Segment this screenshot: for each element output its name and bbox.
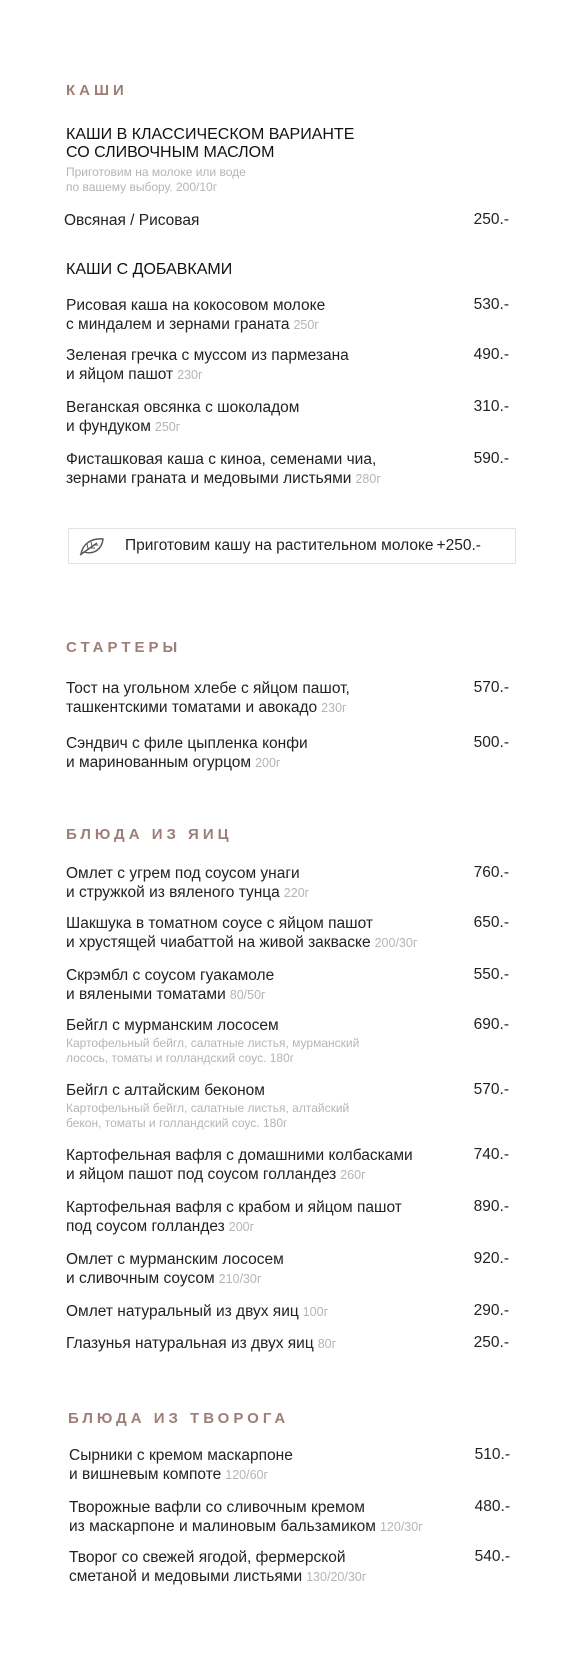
menu-item-price: 480.- [474,1498,510,1515]
menu-item-price: 550.- [473,966,509,983]
menu-item [66,1198,516,1237]
item-line [66,883,516,903]
item-line-text: под соусом голландез [66,1218,225,1235]
item-line-text: и фундуком [66,418,151,435]
menu-item [66,1146,516,1185]
item-line-text: Омлет натуральный из двух яиц [66,1303,299,1320]
menu-item [66,346,516,385]
item-line: Сырники с кремом маскарпоне [69,1447,293,1464]
addons-porridge-heading: КАШИ С ДОБАВКАМИ [66,261,233,278]
note-line: Приготовим на молоке или воде [66,165,246,179]
item-line: Фисташковая каша с киноа, семенами чиа, [66,451,377,468]
item-line [69,1465,519,1485]
menu-item-price: 510.- [474,1446,510,1463]
menu-item [66,1016,516,1065]
item-weight: 280г [355,472,381,486]
leaf-icon [78,535,106,557]
menu-item [66,1250,516,1289]
item-line: Зеленая гречка с муссом из пармезана [66,347,349,364]
menu-item-price: 570.- [473,1081,509,1098]
item-weight: 250г [154,420,181,434]
plant-milk-text: Приготовим кашу на растительном молоке [125,537,434,554]
section-title-starters: СТАРТЕРЫ [66,639,182,656]
item-line: Картофельная вафля с крабом и яйцом пашот [66,1199,402,1216]
item-weight: 230г [177,368,203,382]
item-line: Скрэмбл с соусом гуакамоле [66,967,275,984]
menu-item-price: 650.- [473,914,509,931]
menu-item [69,1548,519,1587]
item-line: Творожные вафли со сливочным кремом [69,1499,365,1516]
item-weight: 130/20/30г [306,1570,367,1584]
menu-item-price: 740.- [473,1146,509,1163]
menu-item-price: 540.- [474,1548,510,1565]
menu-item [66,296,516,335]
item-weight: 250г [293,318,319,332]
item-line [66,1334,516,1354]
item-line [66,1302,516,1322]
item-weight: 80г [317,1337,337,1351]
section-title-curd: БЛЮДА ИЗ ТВОРОГА [68,1410,290,1427]
item-line [66,469,516,489]
item-line: Сэндвич с филе цыпленка конфи [66,735,308,752]
heading-line: КАШИ В КЛАССИЧЕСКОМ ВАРИАНТЕ [66,126,355,143]
item-line [66,933,516,953]
item-weight: 220г [283,886,310,900]
menu-item-price: 690.- [473,1016,509,1033]
item-line [69,1517,519,1537]
menu-item-price: 760.- [473,864,509,881]
item-line [66,417,516,437]
menu-item [66,734,516,773]
item-weight: 200г [228,1220,255,1234]
item-line-text: и вишневым компоте [69,1466,222,1483]
item-line-text: и хрустящей чиабаттой на живой закваске [66,934,371,951]
item-description: лосось, томаты и голландский соус. 180г [66,1050,295,1065]
item-description: бекон, томаты и голландский соус. 180г [66,1115,288,1130]
menu-item-price: 250.- [473,1334,509,1351]
item-line-text: с миндалем и зернами граната [66,316,290,333]
heading-line: СО СЛИВОЧНЫМ МАСЛОМ [66,144,275,161]
menu-item-price: 310.- [473,398,509,415]
menu-item-price: 570.- [473,679,509,696]
menu-item [69,1498,519,1537]
item-line: Картофельная вафля с домашними колбасками [66,1147,413,1164]
item-weight: 200г [255,756,281,770]
item-line-text: ташкентскими томатами и авокадо [66,699,318,716]
section-title-eggs: БЛЮДА ИЗ ЯИЦ [66,826,233,843]
item-line-text: и сливочным соусом [66,1270,215,1287]
menu-item-price: 530.- [473,296,509,313]
item-weight: 200/30г [374,936,418,950]
item-line-text: Глазунья натуральная из двух яиц [66,1335,314,1352]
menu-item [66,1081,516,1130]
item-line [66,315,516,335]
item-line: Омлет с мурманским лососем [66,1251,284,1268]
item-line [66,365,516,385]
menu-item [66,1334,516,1354]
menu-item [66,966,516,1005]
item-line [66,753,516,773]
menu-item [66,864,516,903]
menu-item [69,1446,519,1485]
item-line [66,985,516,1005]
item-line-text: сметаной и медовыми листьями [69,1568,303,1585]
item-line: Омлет с угрем под соусом унаги [66,865,300,882]
item-weight: 120/60г [225,1468,269,1482]
item-line-text: и стружкой из вяленого тунца [66,884,280,901]
item-weight: 230г [321,701,347,715]
item-line: Тост на угольном хлебе с яйцом пашот, [66,680,350,697]
item-line: Веганская овсянка с шоколадом [66,399,300,416]
menu-item [66,679,516,718]
item-weight: 260г [340,1168,366,1182]
item-weight: 80/50г [229,988,266,1002]
menu-item [66,450,516,489]
item-weight: 120/30г [379,1520,423,1534]
menu-item-price: 490.- [473,346,509,363]
plant-milk-price: +250.- [436,537,481,554]
menu-item [66,398,516,437]
menu-item [66,914,516,953]
item-line: Рисовая каша на кокосовом молоке [66,297,326,314]
item-line-text: и вялеными томатами [66,986,226,1003]
item-line [66,1165,516,1185]
menu-item-classic-porridge: Овсяная / Рисовая [64,212,200,229]
item-line: Бейгл с алтайским беконом [66,1082,265,1099]
item-line [66,1269,516,1289]
menu-item-price: 500.- [473,734,509,751]
item-line-text: из маскарпоне и малиновым бальзамиком [69,1518,376,1535]
menu-item-price: 590.- [473,450,509,467]
item-weight: 210/30г [218,1272,262,1286]
classic-porridge-note [66,165,246,195]
plant-milk-note [68,528,516,564]
item-line [69,1567,519,1587]
item-line [66,1217,516,1237]
item-description: Картофельный бейгл, салатные листья, мурманский [66,1036,360,1050]
section-title-porridge: КАШИ [66,82,128,99]
item-description: Картофельный бейгл, салатные листья, алтайский [66,1101,350,1115]
item-line [66,698,516,718]
menu-item-price: 250.- [473,211,509,228]
item-line: Бейгл с мурманским лососем [66,1017,279,1034]
menu-item-price: 890.- [473,1198,509,1215]
item-weight: 100г [302,1305,329,1319]
item-line-text: зернами граната и медовыми листьями [66,470,352,487]
item-line: Творог со свежей ягодой, фермерской [69,1549,346,1566]
item-line-text: и маринованным огурцом [66,754,252,771]
menu-item-price: 290.- [473,1302,509,1319]
note-line: по вашему выбору. 200/10г [66,180,218,194]
item-line: Шакшука в томатном соусе с яйцом пашот [66,915,373,932]
menu-item [66,1302,516,1322]
item-line-text: и яйцом пашот под соусом голландез [66,1166,337,1183]
item-line-text: и яйцом пашот [66,366,174,383]
menu-item-price: 920.- [473,1250,509,1267]
classic-porridge-heading [66,126,354,162]
